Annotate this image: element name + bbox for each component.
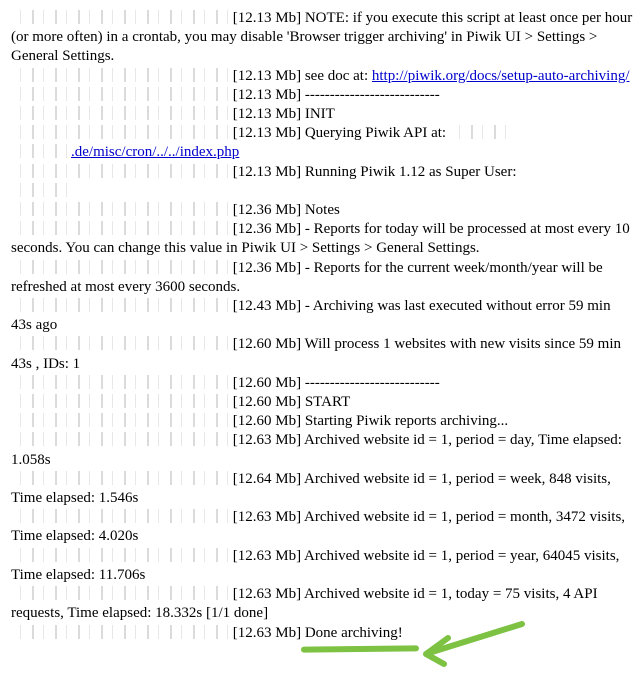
redacted-timestamp — [11, 432, 229, 446]
log-line — [11, 124, 635, 162]
green-underline — [301, 645, 419, 652]
redacted-timestamp — [11, 298, 229, 312]
redacted-timestamp — [11, 164, 229, 178]
redacted-timestamp — [11, 586, 229, 600]
log-line — [11, 431, 635, 469]
redacted-timestamp — [11, 336, 229, 350]
log-line — [11, 470, 635, 508]
log-line-done — [11, 624, 635, 643]
redacted-timestamp — [11, 548, 229, 562]
log-line — [11, 393, 635, 412]
redacted-timestamp — [11, 509, 229, 523]
done-highlight — [305, 624, 403, 643]
log-line — [11, 163, 635, 201]
log-text: [12.63 Mb] — [232, 624, 305, 641]
log-text: [12.13 Mb] NOTE: if you execute this script at least once per hour (or more often) in a crontab, you may disable 'Browser trigger archiving' in Piwik UI > Settings > General Settings. — [11, 10, 633, 65]
redacted-host — [450, 125, 510, 139]
redacted-timestamp — [11, 106, 229, 120]
log-line — [11, 547, 635, 585]
log-text: [12.60 Mb] Will process 1 websites with new visits since 59 min 43s , IDs: 1 — [11, 336, 621, 372]
log-text: [12.63 Mb] Archived website id = 1, period = day, Time elapsed: 1.058s — [11, 432, 622, 468]
log-text: [12.63 Mb] Archived website id = 1, period = month, 3472 visits, Time elapsed: 4.020s — [11, 509, 626, 545]
log-line — [11, 412, 635, 431]
doc-link[interactable]: http://piwik.org/docs/setup-auto-archiving/ — [371, 67, 630, 84]
redacted-timestamp — [11, 87, 229, 101]
log-text: [12.60 Mb] START — [232, 394, 351, 411]
redacted-host — [11, 144, 71, 158]
redacted-timestamp — [11, 10, 229, 24]
log-line — [11, 508, 635, 546]
api-link[interactable]: .de/misc/cron/../../index.php — [71, 144, 240, 161]
redacted-timestamp — [11, 471, 229, 485]
redacted-timestamp — [11, 125, 229, 139]
cron-log-output — [11, 9, 635, 643]
log-line — [11, 297, 635, 335]
log-line — [11, 9, 635, 67]
log-line — [11, 259, 635, 297]
redacted-timestamp — [11, 375, 229, 389]
log-line — [11, 374, 635, 393]
log-line — [11, 201, 635, 220]
log-text: [12.63 Mb] Archived website id = 1, today = 75 visits, 4 API requests, Time elapsed: 18.332s [1/1 done] — [11, 586, 598, 622]
log-text: [12.36 Mb] Notes — [232, 202, 340, 219]
redacted-timestamp — [11, 221, 229, 235]
log-text: [12.63 Mb] Archived website id = 1, period = year, 64045 visits, Time elapsed: 11.706s — [11, 547, 620, 583]
log-text: [12.13 Mb] Querying Piwik API at: — [232, 125, 450, 142]
log-line — [11, 335, 635, 373]
log-line — [11, 220, 635, 258]
redacted-timestamp — [11, 625, 229, 639]
log-line — [11, 585, 635, 623]
log-text: [12.13 Mb] --------------------------- — [232, 86, 440, 103]
redacted-timestamp — [11, 202, 229, 216]
log-text: [12.36 Mb] - Reports for the current week/month/year will be refreshed at most every 3600 seconds. — [11, 259, 603, 295]
log-line — [11, 105, 635, 124]
log-line — [11, 67, 635, 86]
done-archiving-text: Done archiving! — [304, 624, 403, 641]
log-text: [12.43 Mb] - Archiving was last executed without error 59 min 43s ago — [11, 298, 611, 334]
log-text: [12.36 Mb] - Reports for today will be processed at most every 10 seconds. You can change this value in Piwik UI > Settings > General Settings. — [11, 221, 630, 257]
log-text: [12.64 Mb] Archived website id = 1, period = week, 848 visits, Time elapsed: 1.546s — [11, 470, 611, 507]
log-text: [12.13 Mb] see doc at: — [232, 67, 372, 84]
log-text: [12.60 Mb] --------------------------- — [232, 374, 440, 391]
log-text: [12.60 Mb] Starting Piwik reports archiving... — [232, 413, 509, 430]
green-arrow-icon — [418, 618, 528, 668]
redacted-timestamp — [11, 394, 229, 408]
redacted-timestamp — [11, 413, 229, 427]
redacted-user — [11, 183, 71, 197]
redacted-timestamp — [11, 68, 229, 82]
redacted-timestamp — [11, 260, 229, 274]
log-line — [11, 86, 635, 105]
log-text: [12.13 Mb] INIT — [232, 106, 335, 123]
log-text: [12.13 Mb] Running Piwik 1.12 as Super User: — [232, 163, 517, 180]
